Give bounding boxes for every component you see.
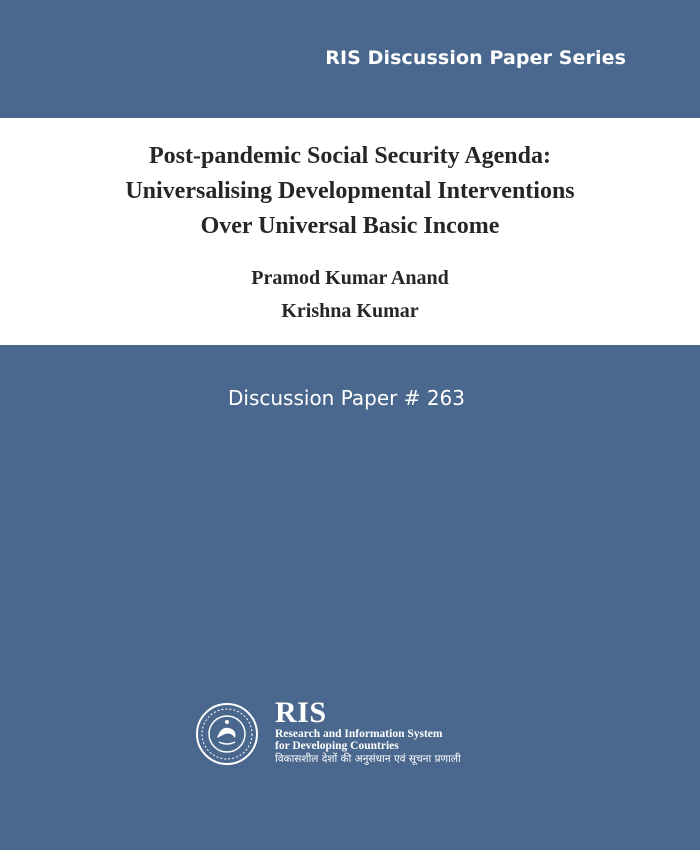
paper-title-line: Universalising Developmental Interventions	[125, 178, 575, 204]
author-name: Krishna Kumar	[281, 300, 419, 322]
author-name: Pramod Kumar Anand	[251, 267, 449, 289]
discussion-paper-number: Discussion Paper # 263	[228, 386, 466, 410]
paper-title-line: Over Universal Basic Income	[200, 213, 500, 239]
series-title: RIS Discussion Paper Series	[325, 47, 626, 69]
paper-title	[0, 118, 700, 244]
publisher-name	[275, 698, 461, 767]
publisher-acronym: RIS	[275, 696, 327, 729]
title-panel	[0, 118, 700, 345]
ris-emblem-icon	[195, 702, 259, 766]
publisher-name-line: for Developing Countries	[275, 740, 399, 752]
publisher-logo	[195, 696, 515, 770]
publisher-name-line: Research and Information System	[275, 728, 443, 740]
paper-title-line: Post-pandemic Social Security Agenda:	[149, 143, 551, 169]
publisher-hindi-name: विकासशील देशों की अनुसंधान एवं सूचना प्रणाली	[275, 753, 461, 765]
author-list	[0, 262, 700, 328]
